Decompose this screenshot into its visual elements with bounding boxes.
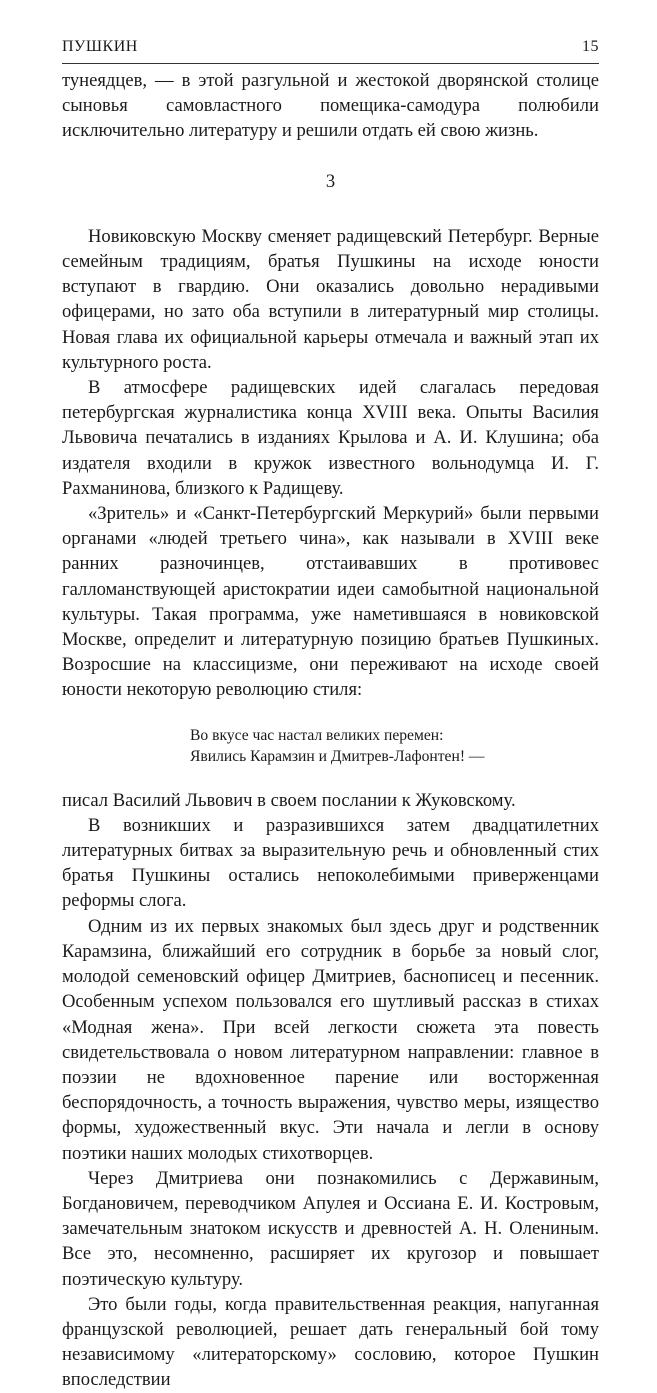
page-number: 15 (582, 38, 599, 55)
paragraph-2: В атмосфере радищевских идей слагалась передовая петербургская журналистика конца XVIII века. Опыты Василия Львовича печатались в изданиях Крылова и А. И. Клушина; оба издателя входили в кружок известного вольнодумца И. Г. Рахманинова, близкого к Радищеву. (62, 377, 599, 499)
verse-line: Явились Карамзин и Дмитрев-Лафонтен! — (190, 748, 485, 766)
verse-line: Во вкусе час настал великих перемен: (190, 726, 444, 744)
section-number: 3 (325, 170, 336, 192)
paragraph-1: Новиковскую Москву сменяет радищевский Петербург. Верные семейным традициям, братья Пушкины на исходе юности вступают в гвардию. Они оказались довольно нерадивыми офицерами, но зато оба вступили в литературный мир столицы. Новая глава их официальной карьеры отмечала и важный этап их культурного роста. (62, 225, 599, 373)
paragraph-5: В возникших и разразившихся затем двадцатилетних литературных битвах за выразительную речь и обновленный стих братья Пушкины остались непоколебимыми приверженцами реформы слога. (62, 814, 599, 912)
paragraph-7: Через Дмитриева они познакомились с Державиным, Богдановичем, переводчиком Апулея и Оссиана Е. И. Костровым, замечательным знатоком искусств и древностей А. Н. Олениным. Все это, несомненно, расширяет их кругозор и повышает поэтическую культуру. (62, 1167, 599, 1290)
paragraph-intro: тунеядцев, — в этой разгульной и жестокой дворянской столице сыновья самовластного помещика-самодура полюбили исключительно литературу и решили отдать ей свою жизнь. (62, 70, 599, 142)
running-title: ПУШКИН (62, 38, 138, 55)
paragraph-3: «Зритель» и «Санкт-Петербургский Меркурий» были первыми органами «людей третьего чина», как называли в XVIII веке ранних разночинцев, отстаивавших в противовес галломанствующей аристократии идеи самобытной национальной культуры. Такая программа, уже наметившаяся в новиковской Москве, определит и литературную позицию братьев Пушкиных. Возросшие на классицизме, они переживают на исходе своей юности некоторую революцию стиля: (62, 503, 599, 701)
paragraph-8: Это были годы, когда правительственная реакция, напуганная французской революцией, решает дать генеральный бой тому независимому «литераторскому» сословию, которое Пушкин впоследствии (62, 1293, 599, 1391)
verse-quote (190, 725, 599, 768)
paragraph-4: писал Василий Львович в своем послании к Жуковскому. (62, 789, 516, 811)
body-text (62, 68, 599, 1393)
paragraph-6: Одним из их первых знакомых был здесь друг и родственник Карамзина, ближайший его сотрудник в борьбе за новый слог, молодой семеновский офицер Дмитриев, баснописец и песенник. Особенным успехом пользовался его шутливый рассказ в стихах «Модная жена». При всей легкости сюжета эта повесть свидетельствовала о новом литературном направлении: главное в поэзии не вдохновенное парение или восторженная беспорядочность, а точность выражения, чувство меры, изящество формы, художественный вкус. Эти начала и легли в основу поэтики наших молодых стихотворцев. (62, 915, 599, 1164)
header-rule (62, 63, 599, 64)
